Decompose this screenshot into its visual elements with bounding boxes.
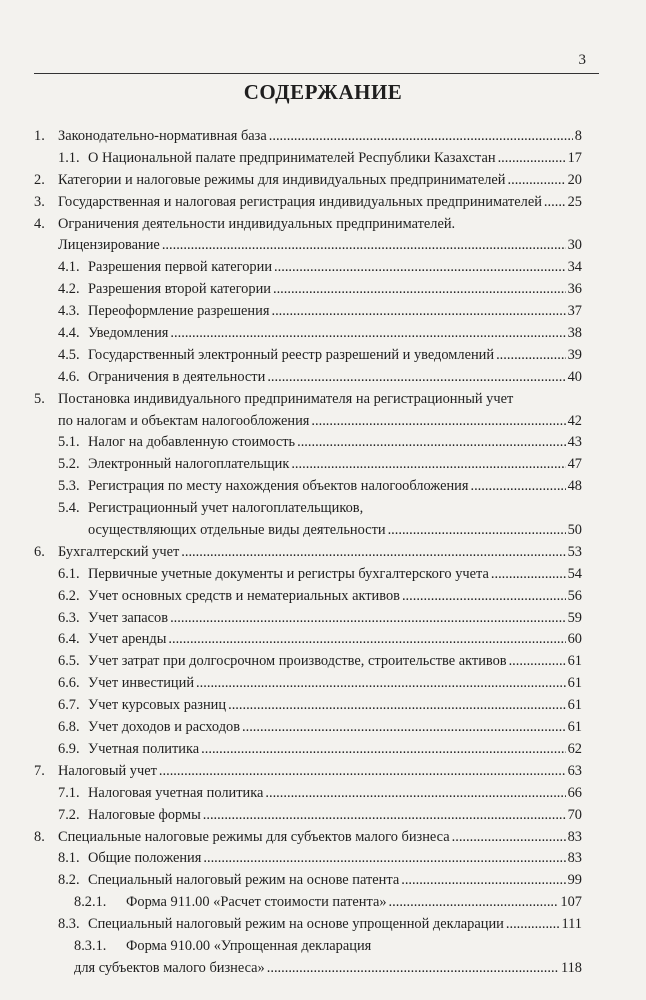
toc-entry-page: 60 — [567, 631, 582, 648]
page-title: СОДЕРЖАНИЕ — [243, 80, 403, 104]
toc-entry[interactable] — [34, 454, 582, 476]
toc-entry-title: осуществляющих отдельные виды деятельности — [88, 522, 386, 539]
toc-entry-number: 6. — [34, 543, 45, 560]
toc-entry-number: 7.1. — [58, 784, 80, 801]
toc-entry-page: 107 — [560, 894, 582, 911]
toc-entry-title: Ограничения в деятельности — [88, 368, 266, 385]
toc-dot-leader — [452, 827, 566, 849]
toc-entry-title: Налоговая учетная политика — [88, 784, 264, 801]
toc-entry-page: 54 — [567, 565, 582, 582]
toc-dot-leader — [267, 367, 565, 389]
toc-entry[interactable] — [34, 805, 582, 827]
toc-entry-page: 43 — [567, 434, 582, 451]
toc-dot-leader — [267, 958, 559, 980]
toc-entry-title: Специальные налоговые режимы для субъектов малого бизнеса — [58, 828, 450, 845]
toc-entry-page: 111 — [561, 916, 582, 933]
toc-entry-number: 6.9. — [58, 740, 80, 757]
toc-entry-number: 5.2. — [58, 456, 80, 473]
toc-dot-leader — [496, 345, 566, 367]
toc-entry-number: 6.5. — [58, 653, 80, 670]
toc-dot-leader — [388, 520, 566, 542]
toc-entry-page: 17 — [567, 149, 582, 166]
toc-entry-title: по налогам и объектам налогообложения — [58, 412, 310, 429]
toc-entry-number: 4.5. — [58, 346, 80, 363]
toc-entry[interactable] — [34, 761, 582, 783]
toc-entry-title: Общие положения — [88, 850, 202, 867]
toc-entry-title: Лицензирование — [58, 237, 160, 254]
toc-entry-number: 8.3. — [58, 916, 80, 933]
toc-entry-title: Ограничения деятельности индивидуальных предпринимателей. — [58, 215, 456, 232]
toc-dot-leader — [506, 914, 560, 936]
toc-entry[interactable] — [34, 126, 582, 148]
toc-entry-number: 4.2. — [58, 281, 80, 298]
toc-entry[interactable] — [34, 214, 582, 258]
toc-entry-title: Учет инвестиций — [88, 675, 195, 692]
toc-entry-title: Специальный налоговый режим на основе патента — [88, 872, 400, 889]
toc-entry-number: 4.3. — [58, 303, 80, 320]
toc-entry-page: 37 — [567, 303, 582, 320]
toc-entry-title: Налоговые формы — [88, 806, 201, 823]
toc-entry-number: 7.2. — [58, 806, 80, 823]
toc-dot-leader — [228, 695, 566, 717]
toc-entry[interactable] — [34, 651, 582, 673]
toc-dot-leader — [203, 805, 566, 827]
toc-entry[interactable] — [34, 345, 582, 367]
toc-entry-page: 47 — [567, 456, 582, 473]
toc-entry-page: 25 — [567, 193, 582, 210]
toc-entry-title: Учет аренды — [88, 631, 167, 648]
toc-dot-leader — [498, 148, 566, 170]
toc-entry-title: Разрешения второй категории — [88, 281, 271, 298]
toc-entry-number: 5.4. — [58, 500, 80, 517]
toc-entry-title: Учет затрат при долгосрочном производстве, строительстве активов — [88, 653, 507, 670]
toc-dot-leader — [196, 673, 566, 695]
toc-entry-page: 38 — [567, 325, 582, 342]
toc-entry-title: Налоговый учет — [58, 762, 157, 779]
toc-entry-number: 8.1. — [58, 850, 80, 867]
toc-entry-title: для субъектов малого бизнеса» — [74, 959, 265, 976]
toc-entry-page: 62 — [567, 740, 582, 757]
toc-entry-title: Регистрационный учет налогоплательщиков, — [88, 500, 364, 517]
toc-entry-title: Форма 911.00 «Расчет стоимости патента» — [126, 894, 387, 911]
toc-entry-title: Специальный налоговый режим на основе упрощенной декларации — [88, 916, 504, 933]
toc-entry-number: 4.4. — [58, 325, 80, 342]
toc-dot-leader — [311, 411, 565, 433]
toc-entry-page: 61 — [567, 719, 582, 736]
toc-entry-number: 7. — [34, 762, 45, 779]
toc-entry[interactable] — [34, 870, 582, 892]
toc-entry-title: Учетная политика — [88, 740, 200, 757]
toc-entry[interactable] — [34, 827, 582, 849]
toc-entry-page: 61 — [567, 675, 582, 692]
toc-dot-leader — [201, 739, 565, 761]
toc-entry[interactable] — [34, 257, 582, 279]
toc-entry-page: 53 — [567, 543, 582, 560]
toc-entry-page: 20 — [567, 171, 582, 188]
toc-dot-leader — [389, 892, 559, 914]
toc-entry-title: Государственная и налоговая регистрация индивидуальных предпринимателей — [58, 193, 542, 210]
toc-entry[interactable] — [34, 783, 582, 805]
toc-dot-leader — [271, 301, 565, 323]
toc-entry-page: 83 — [567, 850, 582, 867]
toc-dot-leader — [242, 717, 566, 739]
toc-entry[interactable] — [34, 148, 582, 170]
toc-entry-title: Первичные учетные документы и регистры бухгалтерского учета — [88, 565, 489, 582]
toc-entry-number: 6.6. — [58, 675, 80, 692]
toc-dot-leader — [170, 323, 565, 345]
toc-entry[interactable] — [34, 389, 582, 433]
toc-entry-page: 66 — [567, 784, 582, 801]
toc-entry-page: 30 — [567, 237, 582, 254]
toc-entry-title: Постановка индивидуального предпринимателя на регистрационный учет — [58, 390, 514, 407]
toc-entry-page: 63 — [567, 762, 582, 779]
toc-entry-title: О Национальной палате предпринимателей Республики Казахстан — [88, 149, 496, 166]
toc-entry-title: Учет доходов и расходов — [88, 719, 241, 736]
toc-entry-page: 59 — [567, 609, 582, 626]
toc-entry-title: Категории и налоговые режимы для индивидуальных предпринимателей — [58, 171, 506, 188]
toc-entry-number: 1. — [34, 128, 45, 144]
toc-entry-title: Регистрация по месту нахождения объектов налогообложения — [88, 478, 469, 495]
header-rule — [34, 73, 599, 74]
toc-entry-title: Электронный налогоплательщик — [88, 456, 290, 473]
toc-entry-title: Бухгалтерский учет — [58, 543, 180, 560]
toc-entry[interactable] — [34, 608, 582, 630]
toc-dot-leader — [181, 542, 565, 564]
toc-entry-page: 118 — [560, 959, 582, 976]
toc-entry-title: Учет курсовых разниц — [88, 697, 227, 714]
toc-entry-number: 2. — [34, 171, 45, 188]
toc-entry-number: 8. — [34, 828, 45, 845]
toc-dot-leader — [402, 586, 566, 608]
toc-entry-page: 61 — [567, 697, 582, 714]
toc-entry-number: 6.2. — [58, 587, 80, 604]
toc-entry-page: 39 — [567, 346, 582, 363]
toc-dot-leader — [203, 848, 565, 870]
toc-dot-leader — [265, 783, 565, 805]
toc-entry-number: 4.6. — [58, 368, 80, 385]
toc-entry-number: 4.1. — [58, 259, 80, 276]
toc-dot-leader — [168, 629, 565, 651]
toc-entry-page: 42 — [567, 412, 582, 429]
toc-entry-number: 6.4. — [58, 631, 80, 648]
toc-entry[interactable] — [34, 936, 582, 980]
toc-entry-number: 8.2. — [58, 872, 80, 889]
toc-entry-page: 40 — [567, 368, 582, 385]
toc-entry[interactable] — [34, 432, 582, 454]
toc-entry[interactable] — [34, 739, 582, 761]
toc-entry-page: 48 — [567, 478, 582, 495]
toc-dot-leader — [274, 257, 566, 279]
toc-entry-title: Уведомления — [88, 325, 169, 342]
toc-entry[interactable] — [34, 673, 582, 695]
toc-entry-page: 34 — [567, 259, 582, 276]
toc-entry[interactable] — [34, 498, 582, 542]
toc-dot-leader — [544, 192, 566, 214]
toc-entry[interactable] — [34, 279, 582, 301]
toc-entry-title: Учет основных средств и нематериальных активов — [88, 587, 400, 604]
toc-entry[interactable] — [34, 848, 582, 870]
toc-entry-title: Учет запасов — [88, 609, 169, 626]
toc-entry-number: 1.1. — [58, 149, 80, 166]
toc-entry[interactable] — [34, 367, 582, 389]
toc-entry-title: Разрешения первой категории — [88, 259, 273, 276]
toc-entry[interactable] — [34, 192, 582, 214]
toc-dot-leader — [159, 761, 566, 783]
toc-entry[interactable] — [34, 170, 582, 192]
table-of-contents — [34, 126, 582, 980]
toc-entry[interactable] — [34, 695, 582, 717]
toc-dot-leader — [269, 126, 573, 148]
toc-entry-number: 6.3. — [58, 609, 80, 626]
toc-entry-number: 6.7. — [58, 697, 80, 714]
toc-dot-leader — [401, 870, 565, 892]
toc-entry-page: 36 — [567, 281, 582, 298]
toc-entry[interactable] — [34, 717, 582, 739]
toc-entry-number: 5.3. — [58, 478, 80, 495]
toc-dot-leader — [509, 651, 566, 673]
toc-dot-leader — [470, 476, 565, 498]
toc-entry[interactable] — [34, 892, 582, 914]
toc-entry-page: 56 — [567, 587, 582, 604]
toc-entry-number: 5. — [34, 390, 45, 407]
toc-entry-number: 4. — [34, 215, 45, 232]
toc-dot-leader — [491, 564, 566, 586]
toc-entry-number: 5.1. — [58, 434, 80, 451]
toc-entry-title: Переоформление разрешения — [88, 303, 270, 320]
toc-entry-page: 99 — [567, 872, 582, 889]
toc-entry[interactable] — [34, 476, 582, 498]
toc-entry-page: 61 — [567, 653, 582, 670]
toc-entry-number: 3. — [34, 193, 45, 210]
toc-dot-leader — [273, 279, 566, 301]
toc-entry-number: 6.8. — [58, 719, 80, 736]
toc-dot-leader — [297, 432, 566, 454]
toc-entry[interactable] — [34, 301, 582, 323]
toc-entry[interactable] — [34, 542, 582, 564]
toc-dot-leader — [291, 454, 565, 476]
toc-entry[interactable] — [34, 323, 582, 345]
toc-entry-number: 8.3.1. — [74, 937, 107, 954]
toc-entry-page: 8 — [574, 128, 582, 144]
toc-entry[interactable] — [34, 914, 582, 936]
toc-entry-page: 83 — [567, 828, 582, 845]
toc-entry-title: Налог на добавленную стоимость — [88, 434, 296, 451]
toc-entry-title: Законодательно-нормативная база — [58, 128, 267, 144]
toc-entry-page: 70 — [567, 806, 582, 823]
toc-dot-leader — [170, 608, 566, 630]
toc-entry[interactable] — [34, 564, 582, 586]
toc-dot-leader — [508, 170, 566, 192]
toc-entry-number: 8.2.1. — [74, 894, 107, 911]
toc-dot-leader — [162, 235, 566, 257]
toc-entry-title: Форма 910.00 «Упрощенная декларация — [126, 937, 372, 954]
toc-entry[interactable] — [34, 586, 582, 608]
toc-entry-page: 50 — [567, 522, 582, 539]
toc-entry[interactable] — [34, 629, 582, 651]
toc-entry-number: 6.1. — [58, 565, 80, 582]
page-number: 3 — [578, 52, 586, 68]
toc-entry-title: Государственный электронный реестр разрешений и уведомлений — [88, 346, 495, 363]
